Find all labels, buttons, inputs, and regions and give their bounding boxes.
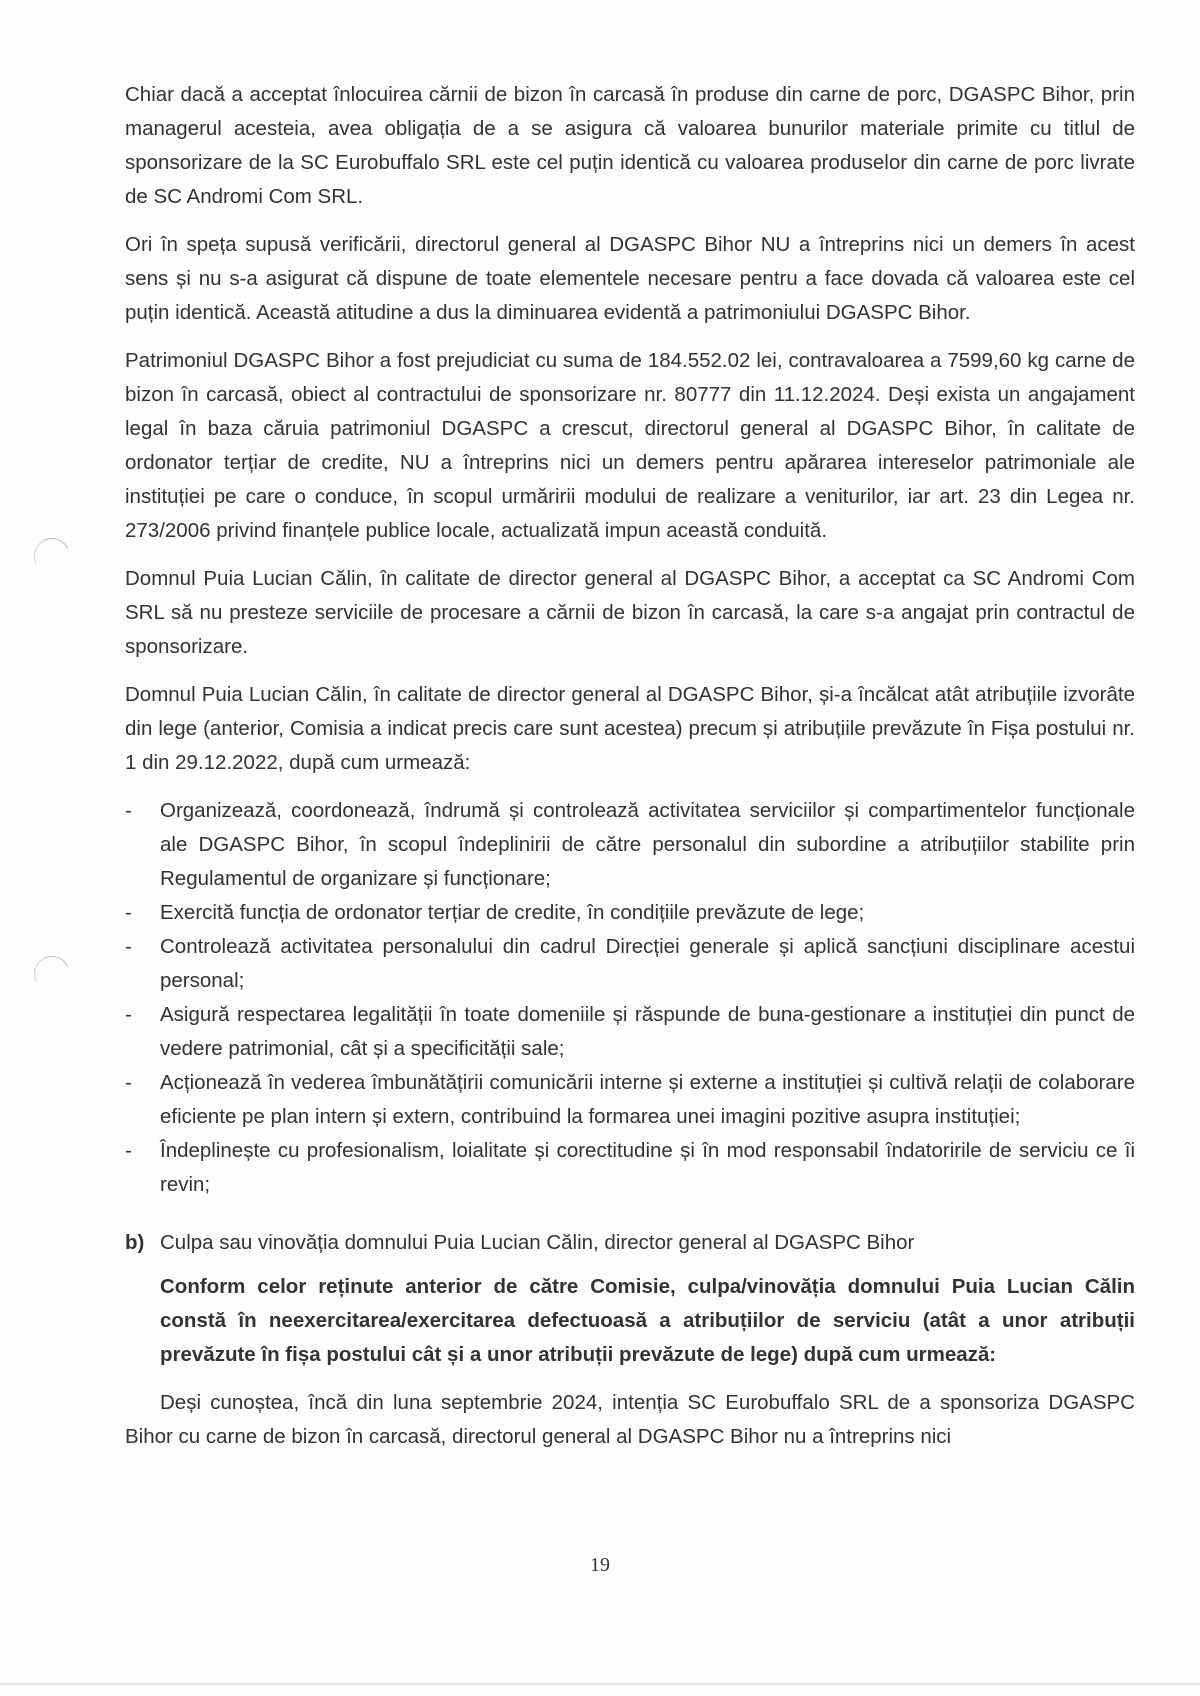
paragraph: Patrimoniul DGASPC Bihor a fost prejudiciat cu suma de 184.552.02 lei, contravaloarea a 7599,60 kg carne de bizon în carcasă, obiect al contractului de sponsorizare nr. 80777 din 11.12.2024. Deși exista un angajament legal în baza căruia patrimoniul DGASPC a crescut, directorul general al DGASPC Bihor, în calitate de ordonator terțiar de credite, NU a întreprins nici un demers pentru apărarea intereselor patrimoniale ale instituției pe care o conduce, în scopul urmăririi modului de realizare a veniturilor, iar art. 23 din Legea nr. 273/2006 privind finanțele publice locale, actualizată impun această conduită. [125, 349, 1135, 542]
punch-hole-mark [29, 533, 75, 579]
list-item-text: Controlează activitatea personalului din cadrul Direcției generale și aplică sancțiuni disciplinare acestui personal; [160, 935, 1135, 992]
duties-list [125, 794, 1135, 1202]
bullet-dash: - [125, 901, 132, 924]
section-letter: b) [125, 1231, 145, 1254]
bold-paragraph: Conform celor reținute anterior de către Comisie, culpa/vinovăția domnului Puia Lucian Călin constă în neexercitarea/exercitarea defectuoasă a atribuțiilor de serviciu (atât a unor atribuții prevăzute în fișa postului cât și a unor atribuții prevăzute de lege) după cum urmează: [160, 1275, 1135, 1366]
bullet-dash: - [125, 1139, 132, 1162]
list-item [125, 794, 1135, 896]
list-item [125, 896, 1135, 930]
paragraph: Chiar dacă a acceptat înlocuirea cărnii de bizon în carcasă în produse din carne de porc, DGASPC Bihor, prin managerul acesteia, avea obligația de a se asigura că valoarea bunurilor materiale primite cu titlul de sponsorizare de la SC Eurobuffalo SRL este cel puțin identică cu valoarea produselor din carne de porc livrate de SC Andromi Com SRL. [125, 83, 1135, 208]
list-item-text: Exercită funcția de ordonator terțiar de credite, în condițiile prevăzute de lege; [160, 901, 865, 924]
bullet-dash: - [125, 1003, 132, 1026]
document-body [125, 78, 1135, 1468]
scan-edge-line [0, 1683, 1200, 1685]
paragraph: Domnul Puia Lucian Călin, în calitate de director general al DGASPC Bihor, și-a încălcat atât atribuțiile izvorâte din lege (anterior, Comisia a indicat precis care sunt acestea) precum și atribuțiile prevăzute în Fișa postului nr. 1 din 29.12.2022, după cum urmează: [125, 683, 1135, 774]
list-item-text: Îndeplinește cu profesionalism, loialitate și corectitudine și în mod responsabil îndatoririle de serviciu ce îi revin; [160, 1139, 1135, 1196]
bullet-dash: - [125, 1071, 132, 1094]
list-item [125, 1066, 1135, 1134]
paragraph: Deși cunoștea, încă din luna septembrie 2024, intenția SC Eurobuffalo SRL de a sponsoriza DGASPC Bihor cu carne de bizon în carcasă, directorul general al DGASPC Bihor nu a întreprins nici [125, 1391, 1135, 1448]
list-item-text: Acționează în vederea îmbunătățirii comunicării interne și externe a instituției și cultivă relații de colaborare eficiente pe plan intern și extern, contribuind la formarea unei imagini pozitive asupra instituției; [160, 1071, 1135, 1128]
paragraph: Ori în speța supusă verificării, directorul general al DGASPC Bihor NU a întreprins nici un demers în acest sens și nu s-a asigurat că dispune de toate elementele necesare pentru a face dovada că valoarea este cel puțin identică. Această atitudine a dus la diminuarea evidentă a patrimoniului DGASPC Bihor. [125, 233, 1135, 324]
bullet-dash: - [125, 935, 132, 958]
bullet-dash: - [125, 799, 132, 822]
list-item [125, 1134, 1135, 1202]
paragraph: Domnul Puia Lucian Călin, în calitate de director general al DGASPC Bihor, a acceptat ca SC Andromi Com SRL să nu presteze serviciile de procesare a cărnii de bizon în carcasă, la care s-a angajat prin contractul de sponsorizare. [125, 567, 1135, 658]
list-item-text: Asigură respectarea legalității în toate domeniile și răspunde de buna-gestionare a instituției din punct de vedere patrimonial, cât și a specificității sale; [160, 1003, 1135, 1060]
list-item-text: Organizează, coordonează, îndrumă și controlează activitatea serviciilor și compartimentelor funcționale ale DGASPC Bihor, în scopul îndeplinirii de către personalul din subordine a atribuțiilor stabilite prin Regulamentul de organizare și funcționare; [160, 799, 1135, 890]
section-heading [125, 1226, 1135, 1260]
punch-hole-mark [29, 951, 75, 997]
list-item [125, 998, 1135, 1066]
list-item [125, 930, 1135, 998]
page-number: 19 [590, 1554, 610, 1576]
section-title: Culpa sau vinovăția domnului Puia Lucian Călin, director general al DGASPC Bihor [160, 1231, 915, 1254]
